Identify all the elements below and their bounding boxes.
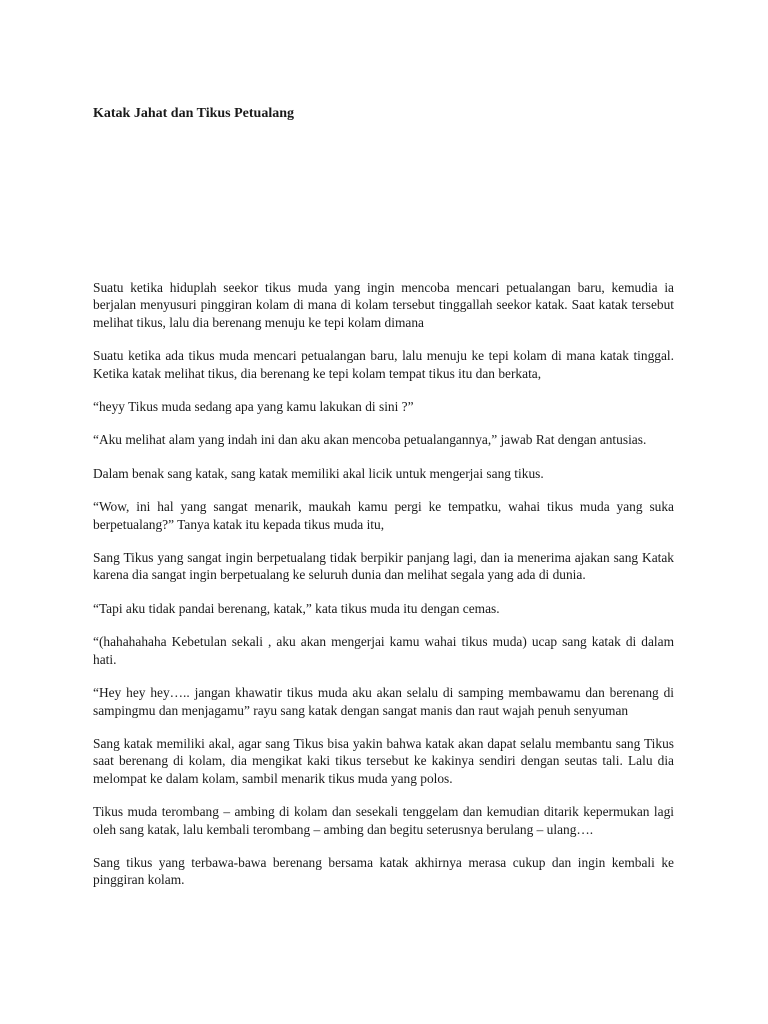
paragraph-13: Sang tikus yang terbawa-bawa berenang bersama katak akhirnya merasa cukup dan ingin kembali ke pinggiran kolam. bbox=[93, 854, 674, 888]
paragraph-8: “Tapi aku tidak pandai berenang, katak,” kata tikus muda itu dengan cemas. bbox=[93, 600, 500, 616]
paragraph-6: “Wow, ini hal yang sangat menarik, maukah kamu pergi ke tempatku, wahai tikus muda yang suka berpetualang?” Tanya katak itu kepada tikus muda itu, bbox=[93, 499, 674, 532]
document-body bbox=[93, 279, 674, 905]
paragraph-10: “Hey hey hey….. jangan khawatir tikus muda aku akan selalu di samping membawamu dan berenang di sampingmu dan menjagamu” rayu sang katak dengan sangat manis dan raut wajah penuh senyuman bbox=[93, 685, 674, 718]
document-page bbox=[93, 0, 674, 1024]
paragraph-11: Sang katak memiliki akal, agar sang Tikus bisa yakin bahwa katak akan dapat selalu membantu sang Tikus saat berenang di kolam, dia mengikat kaki tikus tersebut ke kakinya sendiri dengan seutas tali. Lalu dia melompat ke dalam kolam, sambil menarik tikus muda yang polos. bbox=[93, 735, 674, 786]
paragraph-9: “(hahahahaha Kebetulan sekali , aku akan mengerjai kamu wahai tikus muda) ucap sang katak di dalam hati. bbox=[93, 634, 674, 667]
paragraph-2: Suatu ketika ada tikus muda mencari petualangan baru, lalu menuju ke tepi kolam di mana katak tinggal. Ketika katak melihat tikus, dia berenang ke tepi kolam tempat tikus itu dan berkata, bbox=[93, 348, 674, 381]
paragraph-7: Sang Tikus yang sangat ingin berpetualang tidak berpikir panjang lagi, dan ia menerima ajakan sang Katak karena dia sangat ingin berpetualang ke seluruh dunia dan melihat segala yang ada di dunia. bbox=[93, 550, 674, 583]
paragraph-12: Tikus muda terombang – ambing di kolam dan sesekali tenggelam dan kemudian ditarik kepermukan lagi oleh sang katak, lalu kembali terombang – ambing dan begitu seterusnya berulang – ulang…. bbox=[93, 804, 674, 837]
paragraph-5: Dalam benak sang katak, sang katak memiliki akal licik untuk mengerjai sang tikus. bbox=[93, 465, 544, 481]
paragraph-1: Suatu ketika hiduplah seekor tikus muda yang ingin mencoba mencari petualangan baru, kemudia ia berjalan menyusuri pinggiran kolam di mana di kolam tersebut tinggallah seekor katak. Saat katak tersebut melihat tikus, lalu dia berenang menuju ke tepi kolam dimana bbox=[93, 280, 674, 330]
paragraph-4: “Aku melihat alam yang indah ini dan aku akan mencoba petualangannya,” jawab Rat dengan antusias. bbox=[93, 432, 647, 448]
paragraph-3: “heyy Tikus muda sedang apa yang kamu lakukan di sini ?” bbox=[93, 399, 414, 415]
document-title: Katak Jahat dan Tikus Petualang bbox=[93, 106, 294, 121]
